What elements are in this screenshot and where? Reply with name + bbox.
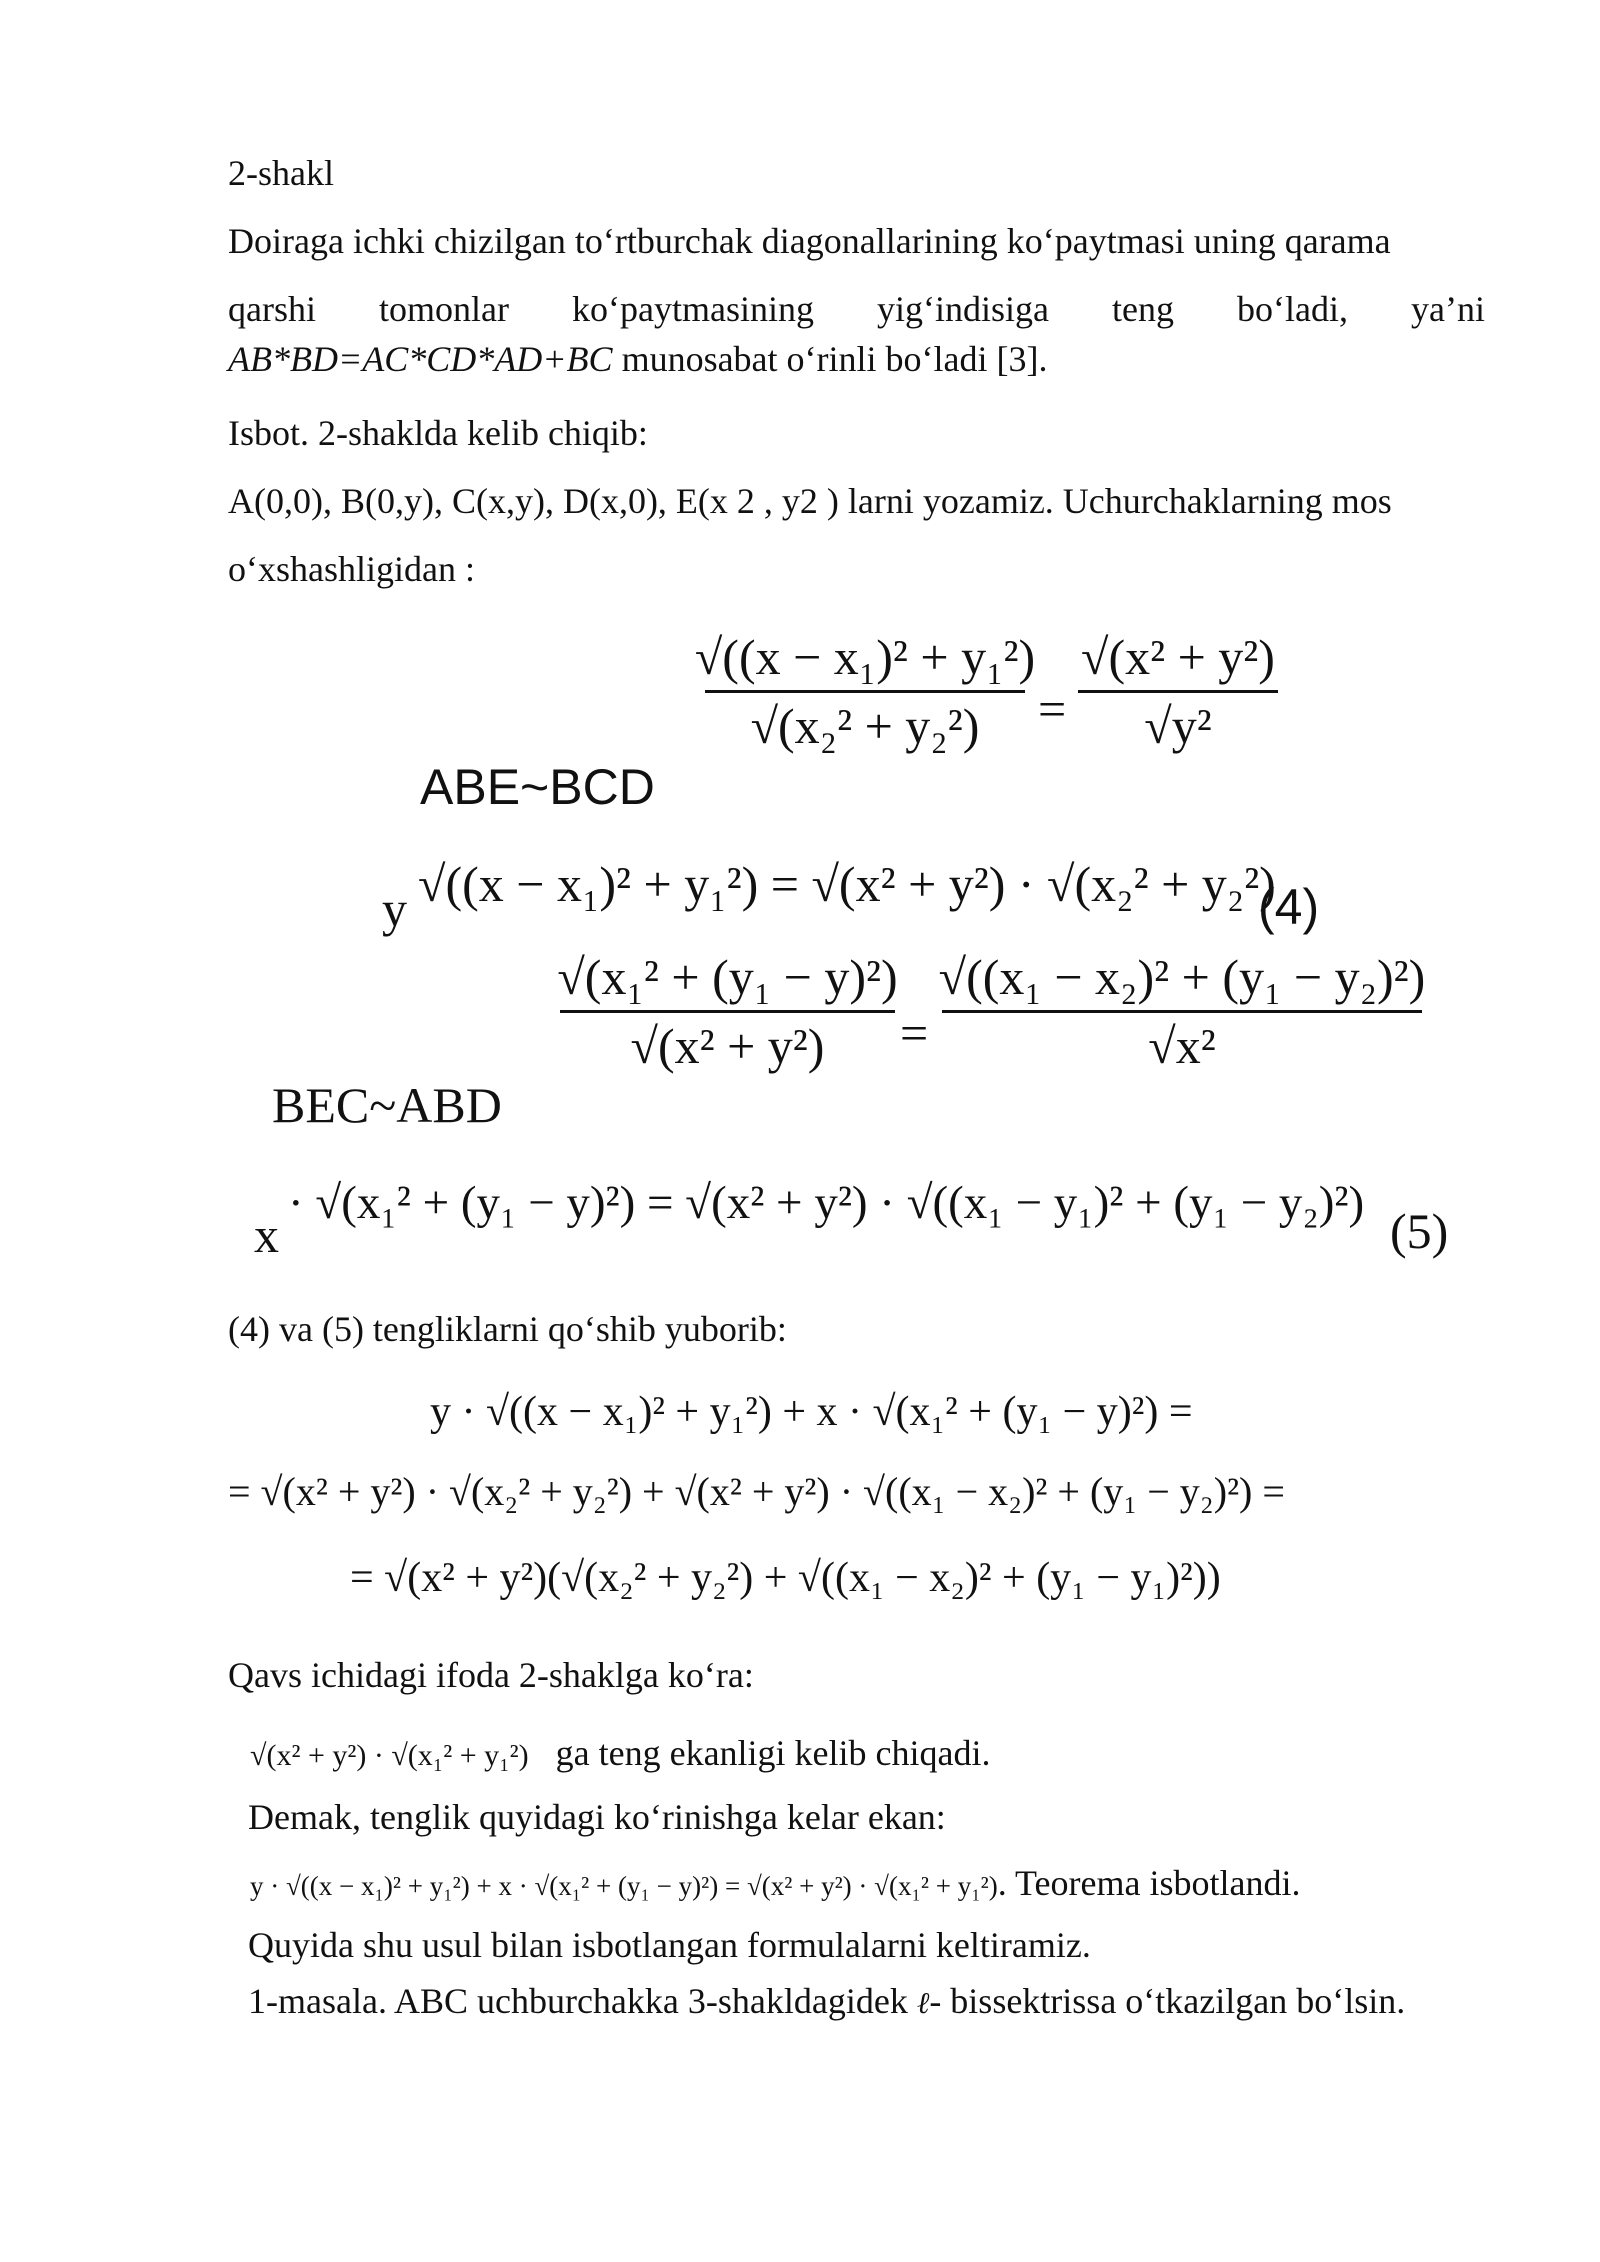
theorem-word: qarshi: [228, 289, 316, 329]
problem-line: [248, 1980, 1405, 2023]
fraction-bar: [1078, 690, 1278, 693]
equation-5: · √(x₁² + (y₁ − y)²) = √(x² + y²) · √((x₁ − y₁)² + (y₁ − y₂)²): [288, 1177, 1365, 1229]
problem-end: - bissektrissa o‘tkazilgan bo‘lsin.: [929, 1981, 1406, 2021]
theorem-word: ya’ni: [1410, 289, 1485, 329]
sum-line-2: = √(x² + y²) · √(x₂² + y₂²) + √(x² + y²) · √((x₁ − x₂)² + (y₁ − y₂)²) =: [228, 1469, 1285, 1514]
theorem-word: bo‘ladi,: [1236, 289, 1348, 329]
bracket-line: [250, 1732, 991, 1775]
fraction-3-denominator: √(x² + y²): [630, 1018, 825, 1074]
equation-5-number: (5): [1390, 1203, 1449, 1259]
bracket-tail: ga teng ekanligi kelib chiqadi.: [555, 1733, 991, 1773]
sum-line-1: y · √((x − x₁)² + y₁²) + x · √(x₁² + (y₁ − y)²) =: [430, 1389, 1193, 1435]
fraction-bar: [705, 690, 1025, 693]
final-formula: y · √((x − x₁)² + y₁²) + x · √(x₁² + (y₁ − y)²) = √(x² + y²) · √(x₁² + y₁²): [250, 1871, 998, 1901]
bracket-intro: Qavs ichidagi ifoda 2-shaklga ko‘ra:: [228, 1655, 754, 1695]
final-tail: . Teorema isbotlandi.: [997, 1863, 1301, 1903]
theorem-tail: munosabat o‘rinli bo‘ladi [3].: [612, 339, 1048, 379]
fraction-1: [694, 628, 1036, 755]
sum-line-3: = √(x² + y²)(√(x₂² + y₂²) + √((x₁ − x₂)² + (y₁ − y₁)²)): [350, 1555, 1221, 1601]
theorem-formula: AB*BD=AC*CD*AD+BC: [228, 339, 613, 379]
equals-sign: =: [900, 1005, 929, 1061]
final-formula-line: [250, 1862, 1300, 1905]
fraction-2-denominator: √y²: [1144, 698, 1212, 754]
equation-4-number: (4): [1258, 879, 1320, 935]
points-definition: A(0,0), B(0,y), C(x,y), D(x,0), E(x 2 , y2 ) larni yozamiz. Uchurchaklarning mos: [228, 481, 1392, 521]
theorem-word: yig‘indisiga: [876, 289, 1049, 329]
conclusion-intro: Demak, tenglik quyidagi ko‘rinishga kelar ekan:: [248, 1797, 946, 1837]
similarity-intro: o‘xshashligidan :: [228, 549, 475, 589]
bracket-expression: √(x² + y²) · √(x₁² + y₁²): [250, 1739, 529, 1772]
equals-sign: =: [1038, 681, 1067, 737]
equation-4: √((x − x₁)² + y₁²) = √(x² + y²) · √(x₂² + y₂²): [418, 856, 1276, 912]
fraction-2-numerator: √(x² + y²): [1081, 629, 1275, 685]
fraction-4-denominator: √x²: [1148, 1018, 1216, 1074]
fraction-2: [1078, 628, 1278, 755]
equation-4-prefix: y: [382, 881, 407, 937]
theorem-word: tomonlar: [379, 289, 509, 329]
proof-intro: Isbot. 2-shaklda kelib chiqib:: [228, 413, 648, 453]
equation-5-prefix: x: [254, 1207, 279, 1263]
theorem-word: teng: [1111, 289, 1174, 329]
problem-start: 1-masala. ABC uchburchakka 3-shakldagidek: [248, 1981, 917, 2021]
fraction-bar: [560, 1010, 895, 1013]
sum-intro: (4) va (5) tengliklarni qo‘shib yuborib:: [228, 1309, 787, 1349]
theorem-text-line-1: Doiraga ichki chizilgan to‘rtburchak diagonallarining ko‘paytmasi uning qarama: [228, 221, 1391, 261]
theorem-text-line-3: [228, 338, 1047, 381]
fraction-1-denominator: √(x₂² + y₂²): [750, 698, 980, 754]
fraction-3-numerator: √(x₁² + (y₁ − y)²): [557, 949, 898, 1005]
fraction-4-numerator: √((x₁ − x₂)² + (y₁ − y₂)²): [938, 949, 1426, 1005]
next-intro: Quyida shu usul bilan isbotlangan formulalarni keltiramiz.: [248, 1925, 1091, 1965]
figure-reference: 2-shakl: [228, 153, 334, 193]
theorem-word: ko‘paytmasining: [572, 289, 814, 329]
similarity-1-label: ABE~BCD: [420, 759, 655, 815]
fraction-3: [557, 948, 898, 1075]
theorem-text-line-2: [228, 288, 1485, 330]
ell-symbol: ℓ: [916, 1987, 930, 2020]
similarity-2-label: BEC~ABD: [272, 1077, 502, 1133]
fraction-bar: [942, 1010, 1422, 1013]
fraction-4: [938, 948, 1426, 1075]
fraction-1-numerator: √((x − x₁)² + y₁²): [694, 629, 1036, 685]
